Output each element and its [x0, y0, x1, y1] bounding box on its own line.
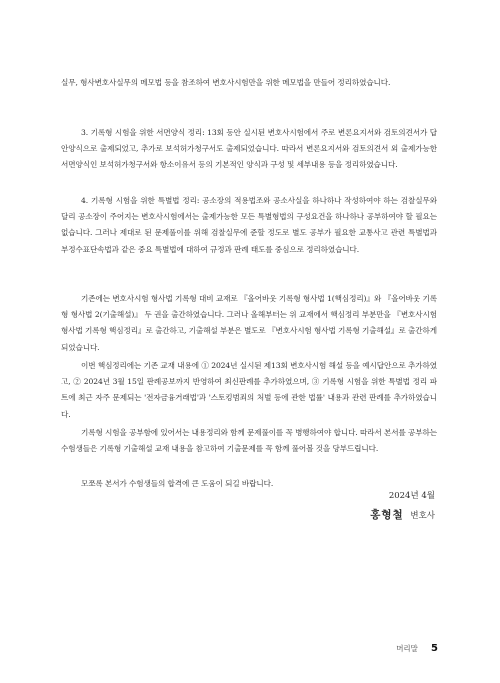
author-title: 변호사 [410, 511, 435, 521]
section-label: 머리말 [396, 644, 418, 653]
page-number: 5 [431, 643, 438, 654]
paragraph-this-edition: 이번 핵심정리에는 기존 교재 내용에 ① 2024년 실시된 제13회 변호사시험 해설 등을 예시답안으로 추가하였고, ② 2024년 3월 15일 판례공보까지 반영하여 최신판례를 추가하였으며, ③ 기록형 시험을 위한 특별법 정리 파트에 최근 자주 문제되는 '전자금융거래법'과 '스토킹범죄의 처벌 등에 관한 법률' 내용과 관련 판례를 추가하였습니다. [61, 361, 437, 419]
paragraph-closing: 모쪼록 본서가 수험생들의 합격에 큰 도움이 되길 바랍니다. [81, 479, 274, 488]
page-footer [396, 636, 438, 655]
author-name: 홍형철 [370, 509, 404, 521]
paragraph-study-advice: 기록형 시험을 공부함에 있어서는 내용정리와 함께 문제풀이를 꼭 병행하여야 합니다. 따라서 본서를 공부하는 수험생들은 기록형 기출해설 교재 내용을 참고하여 기출문제를 꼭 함께 풀어볼 것을 당부드립니다. [61, 428, 437, 454]
paragraph-existing-books: 기존에는 변호사시험 형사법 기록형 대비 교재로 『올어바웃 기록형 형사법 1(핵심정리)』와 『올어바웃 기록형 형사법 2(기출해설)』 두 권을 출간하였습니다. 그러나 올해부터는 위 교재에서 핵심정리 부분만을 『변호사시험 형사법 기록형 핵심정리』로 출간하고, 기출해설 부분은 별도로 『변호사시험 형사법 기록형 기출해설』로 출간하게 되었습니다. [61, 294, 437, 352]
paragraph-item-4: 4. 기록형 시험을 위한 특별법 정리: 공소장의 적용법조와 공소사실을 하나하나 작성하여야 하는 검찰실무와 달리 공소장이 주어지는 변호사시험에서는 출제가능한 모든 특별형법의 구성요건을 하나하나 공부하여야 할 필요는 없습니다. 그러나 제대로 된 문제풀이를 위해 검찰실무에 준할 정도로 별도 공부가 필요한 교통사고 관련 특별법과 부정수표단속법과 같은 중요 특별법에 대하여 규정과 판례 태도를 중심으로 정리하였습니다. [61, 196, 437, 254]
paragraph-item-3: 3. 기록형 시험을 위한 서면양식 정리: 13회 동안 실시된 변호사시험에서 주로 변론요지서와 검토의견서가 답안양식으로 출제되었고, 추가로 보석허가청구서도 출제되었습니다. 따라서 변론요지서와 검토의견서 외 출제가능한 서면양식인 보석허가청구서와 항소이유서 등의 기본적인 양식과 구성 및 세부내용 등을 정리하였습니다. [61, 128, 437, 170]
paragraph-intro-continued: 실무, 형사변호사실무의 메모법 등을 참조하여 변호사시험만을 위한 메모법을 만들어 정리하였습니다. [61, 78, 391, 87]
preface-date: 2024년 4월 [388, 491, 435, 501]
author-signature [370, 507, 435, 522]
